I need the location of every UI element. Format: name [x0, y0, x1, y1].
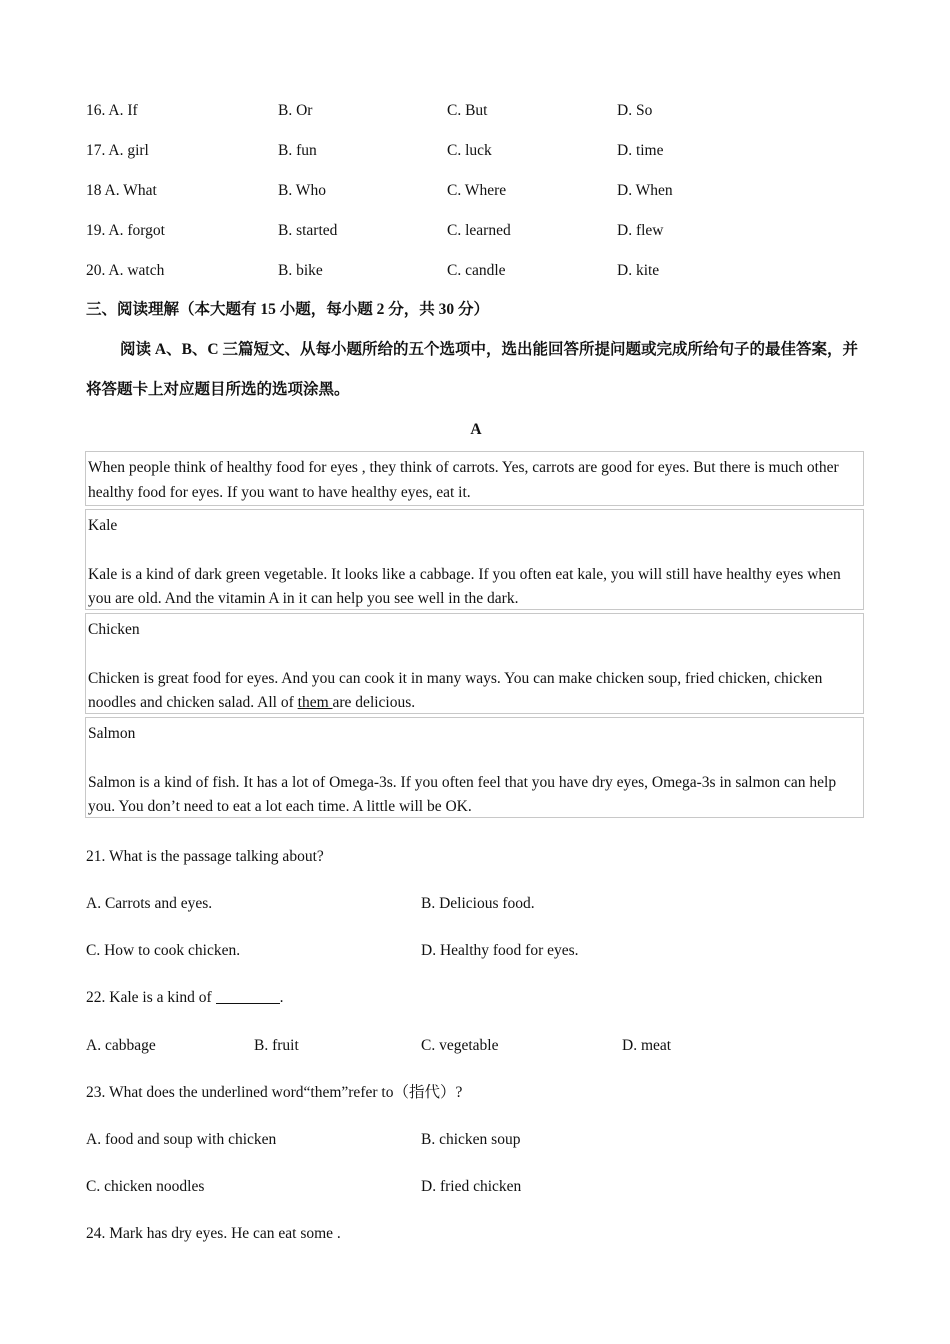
option-17-b[interactable]: B. fun: [278, 142, 317, 159]
option-row-20: [86, 259, 866, 283]
option-16-d[interactable]: D. So: [617, 102, 653, 119]
option-18-a[interactable]: 18 A. What: [86, 182, 157, 199]
kale-box: [85, 509, 864, 610]
option-16-c[interactable]: C. But: [447, 102, 488, 119]
option-20-b[interactable]: B. bike: [278, 262, 323, 279]
option-18-d[interactable]: D. When: [617, 182, 673, 199]
question-21-option-a[interactable]: A. Carrots and eyes.: [86, 895, 213, 912]
option-row-19: [86, 219, 866, 243]
question-21-options-row-2: [86, 939, 866, 963]
question-24-stem: 24. Mark has dry eyes. He can eat some .: [86, 1225, 341, 1242]
question-23-options-row-2: [86, 1175, 866, 1199]
underlined-word-them: them: [297, 694, 333, 711]
option-19-b[interactable]: B. started: [278, 222, 338, 239]
option-20-c[interactable]: C. candle: [447, 262, 506, 279]
option-row-18: [86, 179, 866, 203]
option-17-d[interactable]: D. time: [617, 142, 664, 159]
question-22-options-row: [86, 1034, 866, 1058]
question-22-stem: 22. Kale is a kind of .: [86, 989, 284, 1006]
option-17-a[interactable]: 17. A. girl: [86, 142, 149, 159]
chicken-text: Chicken is great food for eyes. And you can cook it in many ways. You can make chicken soup, fried chicken, chicken noodles and chicken salad. All of them are delicious.: [88, 669, 823, 711]
salmon-text: Salmon is a kind of fish. It has a lot of Omega-3s. If you often feel that you have dry eyes, Omega-3s in salmon can help you. You don’t need to eat a lot each time. A little will be OK.: [88, 773, 837, 815]
salmon-title: Salmon: [88, 725, 136, 742]
passage-intro-text: When people think of healthy food for eyes , they think of carrots. Yes, carrots are good for eyes. But there is much other healthy food for eyes. If you want to have healthy eyes, eat it.: [88, 459, 839, 501]
chicken-title: Chicken: [88, 621, 140, 638]
chicken-box: [85, 613, 864, 714]
option-19-c[interactable]: C. learned: [447, 222, 511, 239]
question-21-option-c[interactable]: C. How to cook chicken.: [86, 942, 241, 959]
question-23-option-c[interactable]: C. chicken noodles: [86, 1178, 205, 1195]
passage-intro-box: [85, 451, 864, 506]
answer-blank: [216, 987, 280, 1004]
question-22-option-a[interactable]: A. cabbage: [86, 1037, 156, 1054]
option-20-a[interactable]: 20. A. watch: [86, 262, 165, 279]
question-22-option-b[interactable]: B. fruit: [254, 1037, 299, 1054]
option-row-17: [86, 139, 866, 163]
passage-label: A: [470, 421, 482, 438]
option-row-16: [86, 99, 866, 123]
section-instructions: 阅读 A、B、C 三篇短文、从每小题所给的五个选项中，选出能回答所提问题或完成所给句子的最佳答案，并将答题卡上对应题目所选的选项涂黑。: [86, 341, 858, 398]
option-18-b[interactable]: B. Who: [278, 182, 326, 199]
kale-text: Kale is a kind of dark green vegetable. It looks like a cabbage. If you often eat kale, you will still have healthy eyes when you are old. And the vitamin A in it can help you see well in the dark.: [88, 565, 841, 607]
question-23-option-d[interactable]: D. fried chicken: [421, 1178, 522, 1195]
salmon-box: [85, 717, 864, 818]
question-21-option-d[interactable]: D. Healthy food for eyes.: [421, 942, 579, 959]
question-21-stem: 21. What is the passage talking about?: [86, 848, 324, 865]
question-21-options-row-1: [86, 892, 866, 916]
question-23-options-row-1: [86, 1128, 866, 1152]
question-22-option-c[interactable]: C. vegetable: [421, 1037, 499, 1054]
option-16-a[interactable]: 16. A. If: [86, 102, 138, 119]
option-19-d[interactable]: D. flew: [617, 222, 664, 239]
question-23-stem: 23. What does the underlined word“them”refer to（指代）?: [86, 1084, 463, 1101]
question-22-option-d[interactable]: D. meat: [622, 1037, 672, 1054]
option-18-c[interactable]: C. Where: [447, 182, 507, 199]
question-23-option-b[interactable]: B. chicken soup: [421, 1131, 521, 1148]
question-21-option-b[interactable]: B. Delicious food.: [421, 895, 535, 912]
section-title: 三、阅读理解（本大题有 15 小题，每小题 2 分，共 30 分）: [86, 301, 490, 318]
option-19-a[interactable]: 19. A. forgot: [86, 222, 165, 239]
kale-title: Kale: [88, 517, 118, 534]
question-23-option-a[interactable]: A. food and soup with chicken: [86, 1131, 277, 1148]
option-20-d[interactable]: D. kite: [617, 262, 660, 279]
option-17-c[interactable]: C. luck: [447, 142, 492, 159]
option-16-b[interactable]: B. Or: [278, 102, 313, 119]
